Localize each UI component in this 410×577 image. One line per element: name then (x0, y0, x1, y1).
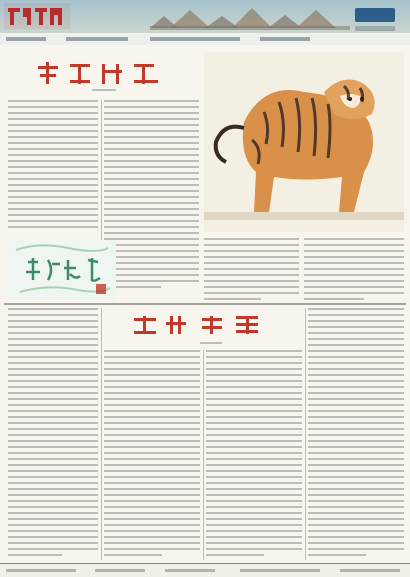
issue-info (355, 26, 395, 31)
article-2-body-col-2 (104, 350, 200, 560)
tiger-illustration-icon (204, 52, 404, 232)
article-1-body-col-2 (104, 100, 199, 292)
page-footer (0, 563, 410, 577)
article-2-title (132, 314, 270, 336)
article-2-body-col-3 (206, 350, 302, 560)
masthead-info-strip (0, 33, 410, 45)
masthead (0, 0, 410, 45)
calligraphy-seal-icon (8, 240, 116, 300)
article-2-byline-text (0, 0, 1, 1)
section-tag (355, 8, 395, 22)
article-1-body-col-3 (204, 238, 299, 304)
column-rule (101, 308, 102, 560)
temple-rooftops-icon (150, 2, 350, 30)
article-2-body-col-4 (308, 308, 404, 560)
article-1-byline (92, 89, 132, 95)
dali-daily-logo-icon (4, 3, 70, 29)
article-1-title (36, 60, 164, 86)
column-rule (203, 350, 204, 560)
article-2-byline (200, 342, 236, 348)
article-divider (4, 303, 406, 305)
article-1-body-col-1 (8, 100, 98, 232)
article-2-body-col-1 (8, 308, 98, 560)
column-rule (305, 308, 306, 560)
article-1-body-col-4 (304, 238, 404, 304)
